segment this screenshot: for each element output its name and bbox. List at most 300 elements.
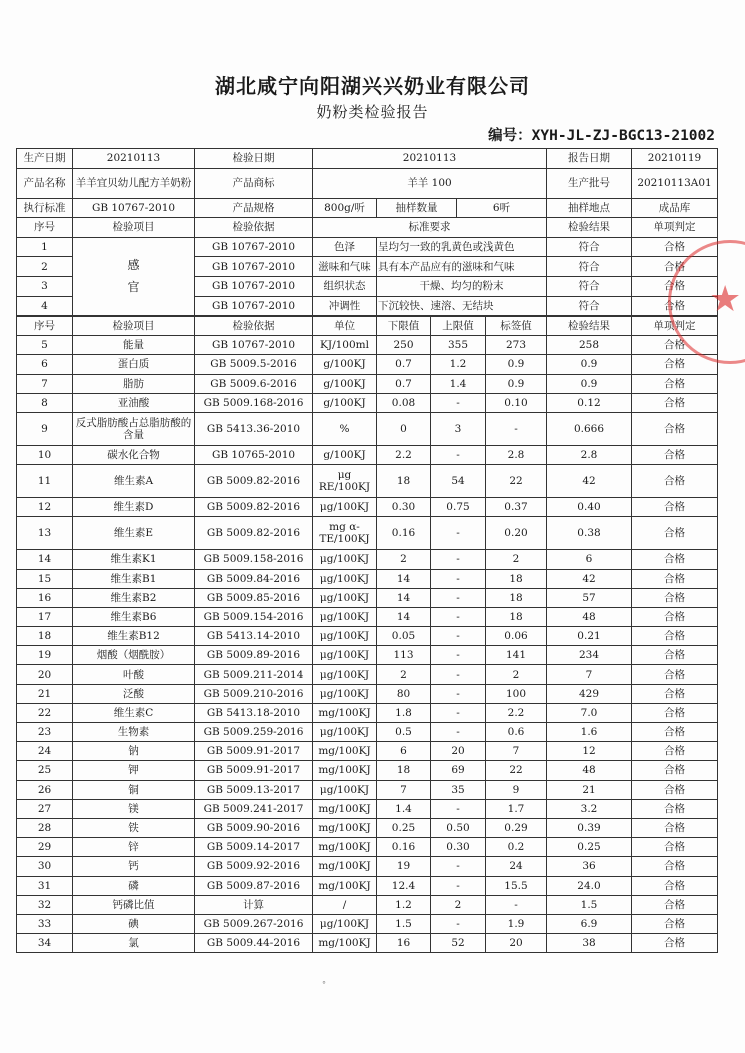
label-value: 0.2 — [486, 838, 547, 857]
test-basis: GB 5009.211-2014 — [195, 665, 313, 684]
label-value: 0.37 — [486, 498, 547, 517]
test-result: 0.40 — [547, 498, 632, 517]
label-value: - — [486, 412, 547, 445]
test-basis: GB 5413.14-2010 — [195, 627, 313, 646]
company-name: 湖北咸宁向阳湖兴兴奶业有限公司 — [215, 74, 530, 98]
upper-limit: - — [431, 857, 486, 876]
test-basis: GB 5009.158-2016 — [195, 550, 313, 569]
table-row — [17, 336, 718, 355]
lower-limit: 1.2 — [377, 895, 431, 914]
label-value: 0.9 — [486, 374, 547, 393]
test-basis: GB 5009.87-2016 — [195, 876, 313, 895]
unit: mg/100KJ — [313, 742, 377, 761]
sensory-row — [17, 237, 718, 257]
item-name: 反式脂肪酸占总脂肪酸的含量 — [73, 412, 195, 445]
test-basis: GB 5009.89-2016 — [195, 646, 313, 665]
row-no: 27 — [17, 799, 73, 818]
judgment: 合格 — [632, 569, 718, 588]
item-name: 钠 — [73, 742, 195, 761]
lower-limit: 0.7 — [377, 355, 431, 374]
product-name-label: 产品名称 — [17, 168, 73, 198]
sensory-requirement-header: 标准要求 — [313, 218, 547, 238]
judgment: 合格 — [632, 857, 718, 876]
judgment: 合格 — [632, 607, 718, 626]
item-name: 镁 — [73, 799, 195, 818]
test-basis: GB 5009.210-2016 — [195, 684, 313, 703]
unit: μg/100KJ — [313, 780, 377, 799]
item-name: 脂肪 — [73, 374, 195, 393]
test-basis: 计算 — [195, 895, 313, 914]
upper-limit: - — [431, 799, 486, 818]
label-value: 2 — [486, 665, 547, 684]
table-row — [17, 393, 718, 412]
lower-limit: 14 — [377, 607, 431, 626]
label-value-header: 标签值 — [486, 317, 547, 336]
upper-limit: - — [431, 550, 486, 569]
item-name: 碘 — [73, 914, 195, 933]
item-name: 蛋白质 — [73, 355, 195, 374]
nutrient-test-table — [16, 316, 718, 953]
table-row — [17, 934, 718, 953]
test-date-value: 20210113 — [313, 149, 547, 169]
sensory-judgment: 合格 — [632, 296, 718, 316]
judgment: 合格 — [632, 355, 718, 374]
lower-limit: 18 — [377, 761, 431, 780]
item-name: 锌 — [73, 838, 195, 857]
result-header: 检验结果 — [547, 317, 632, 336]
judgment: 合格 — [632, 627, 718, 646]
row-no: 9 — [17, 412, 73, 445]
row-no: 8 — [17, 393, 73, 412]
unit: μg RE/100KJ — [313, 465, 377, 498]
upper-limit: - — [431, 876, 486, 895]
label-value: 9 — [486, 780, 547, 799]
batch-label: 生产批号 — [547, 168, 632, 198]
label-value: 15.5 — [486, 876, 547, 895]
lower-limit: 0.5 — [377, 723, 431, 742]
info-row-dates — [17, 149, 718, 169]
sensory-judgment-header: 单项判定 — [632, 218, 718, 238]
test-result: 1.6 — [547, 723, 632, 742]
sensory-requirement: 具有本产品应有的滋味和气味 — [377, 257, 547, 277]
label-value: 20 — [486, 934, 547, 953]
label-value: 0.20 — [486, 517, 547, 550]
judgment: 合格 — [632, 588, 718, 607]
sensory-requirement: 干燥、均匀的粉末 — [377, 276, 547, 296]
row-no: 32 — [17, 895, 73, 914]
item-name: 维生素B6 — [73, 607, 195, 626]
sensory-seq-header: 序号 — [17, 218, 73, 238]
test-basis: GB 5009.91-2017 — [195, 761, 313, 780]
unit: g/100KJ — [313, 393, 377, 412]
row-no: 20 — [17, 665, 73, 684]
unit: mg/100KJ — [313, 761, 377, 780]
upper-limit: - — [431, 569, 486, 588]
lower-limit: 2 — [377, 550, 431, 569]
sample-place-value: 成品库 — [632, 198, 718, 218]
table-row — [17, 646, 718, 665]
lower-limit: 18 — [377, 465, 431, 498]
item-name: 碳水化合物 — [73, 445, 195, 464]
item-name: 维生素B2 — [73, 588, 195, 607]
sensory-group-label: 感官 — [73, 237, 195, 315]
test-result: 42 — [547, 465, 632, 498]
lower-limit: 14 — [377, 588, 431, 607]
sensory-result: 符合 — [547, 276, 632, 296]
judgment: 合格 — [632, 393, 718, 412]
item-name: 钙磷比值 — [73, 895, 195, 914]
row-no: 16 — [17, 588, 73, 607]
label-value: 22 — [486, 761, 547, 780]
unit: mg/100KJ — [313, 934, 377, 953]
test-result: 0.38 — [547, 517, 632, 550]
product-name-value: 羊羊宜贝幼儿配方羊奶粉 — [73, 168, 195, 198]
test-result: 0.666 — [547, 412, 632, 445]
item-name: 维生素B12 — [73, 627, 195, 646]
main-header-row — [17, 317, 718, 336]
item-name: 叶酸 — [73, 665, 195, 684]
row-no: 13 — [17, 517, 73, 550]
test-result: 3.2 — [547, 799, 632, 818]
test-basis: GB 5009.85-2016 — [195, 588, 313, 607]
item-name: 氯 — [73, 934, 195, 953]
lower-limit: 1.8 — [377, 703, 431, 722]
test-result: 48 — [547, 761, 632, 780]
row-no: 15 — [17, 569, 73, 588]
unit: μg/100KJ — [313, 914, 377, 933]
test-basis: GB 5009.82-2016 — [195, 498, 313, 517]
upper-limit: 3 — [431, 412, 486, 445]
lower-limit: 0.30 — [377, 498, 431, 517]
sensory-item-header: 检验项目 — [73, 218, 195, 238]
page-mark: ° — [322, 980, 326, 989]
table-row — [17, 684, 718, 703]
unit: mg/100KJ — [313, 857, 377, 876]
spec-value: 800g/听 — [313, 198, 377, 218]
test-result: 258 — [547, 336, 632, 355]
unit: μg/100KJ — [313, 723, 377, 742]
upper-limit: 1.4 — [431, 374, 486, 393]
unit: mg/100KJ — [313, 799, 377, 818]
test-basis: GB 5413.36-2010 — [195, 412, 313, 445]
sensory-requirement: 呈均匀一致的乳黄色或浅黄色 — [377, 237, 547, 257]
sensory-judgment: 合格 — [632, 257, 718, 277]
upper-limit: - — [431, 914, 486, 933]
judgment-header: 单项判定 — [632, 317, 718, 336]
test-basis: GB 5009.241-2017 — [195, 799, 313, 818]
row-no: 24 — [17, 742, 73, 761]
sensory-attribute: 滋味和气味 — [313, 257, 377, 277]
unit: mg α-TE/100KJ — [313, 517, 377, 550]
upper-limit: 0.30 — [431, 838, 486, 857]
item-name: 烟酸（烟酰胺） — [73, 646, 195, 665]
judgment: 合格 — [632, 723, 718, 742]
unit: μg/100KJ — [313, 665, 377, 684]
unit: KJ/100ml — [313, 336, 377, 355]
sensory-basis: GB 10767-2010 — [195, 237, 313, 257]
judgment: 合格 — [632, 517, 718, 550]
row-no: 29 — [17, 838, 73, 857]
label-value: 7 — [486, 742, 547, 761]
unit: / — [313, 895, 377, 914]
test-basis: GB 5009.91-2017 — [195, 742, 313, 761]
sensory-result-header: 检验结果 — [547, 218, 632, 238]
sensory-header-row — [17, 218, 718, 238]
sensory-judgment: 合格 — [632, 276, 718, 296]
header-info-table — [16, 148, 718, 316]
upper-limit: - — [431, 665, 486, 684]
judgment: 合格 — [632, 895, 718, 914]
row-no: 34 — [17, 934, 73, 953]
unit: μg/100KJ — [313, 498, 377, 517]
report-serial: 编号：XYH-JL-ZJ-BGC13-21002 — [488, 128, 715, 144]
judgment: 合格 — [632, 703, 718, 722]
label-value: 1.7 — [486, 799, 547, 818]
row-no: 30 — [17, 857, 73, 876]
table-row — [17, 742, 718, 761]
upper-limit: - — [431, 393, 486, 412]
unit: μg/100KJ — [313, 588, 377, 607]
item-name: 磷 — [73, 876, 195, 895]
lower-limit: 7 — [377, 780, 431, 799]
test-result: 6 — [547, 550, 632, 569]
lower-limit: 1.4 — [377, 799, 431, 818]
label-value: 100 — [486, 684, 547, 703]
test-basis: GB 5009.6-2016 — [195, 374, 313, 393]
upper-limit: 69 — [431, 761, 486, 780]
row-no: 33 — [17, 914, 73, 933]
unit: μg/100KJ — [313, 607, 377, 626]
test-basis: GB 5009.84-2016 — [195, 569, 313, 588]
sensory-basis: GB 10767-2010 — [195, 276, 313, 296]
upper-header: 上限值 — [431, 317, 486, 336]
table-row — [17, 498, 718, 517]
unit: mg/100KJ — [313, 838, 377, 857]
table-row — [17, 703, 718, 722]
row-no: 17 — [17, 607, 73, 626]
table-row — [17, 550, 718, 569]
lower-limit: 14 — [377, 569, 431, 588]
test-result: 2.8 — [547, 445, 632, 464]
table-row — [17, 465, 718, 498]
upper-limit: 20 — [431, 742, 486, 761]
test-result: 0.25 — [547, 838, 632, 857]
label-value: 0.06 — [486, 627, 547, 646]
table-row — [17, 761, 718, 780]
test-date-label: 检验日期 — [195, 149, 313, 169]
sensory-result: 符合 — [547, 237, 632, 257]
standard-value: GB 10767-2010 — [73, 198, 195, 218]
test-result: 36 — [547, 857, 632, 876]
sensory-no: 3 — [17, 276, 73, 296]
lower-limit: 2.2 — [377, 445, 431, 464]
table-row — [17, 857, 718, 876]
table-row — [17, 355, 718, 374]
sensory-attribute: 色泽 — [313, 237, 377, 257]
test-basis: GB 5009.13-2017 — [195, 780, 313, 799]
row-no: 23 — [17, 723, 73, 742]
unit: μg/100KJ — [313, 569, 377, 588]
judgment: 合格 — [632, 684, 718, 703]
table-row — [17, 569, 718, 588]
test-basis: GB 5009.92-2016 — [195, 857, 313, 876]
label-value: 22 — [486, 465, 547, 498]
test-basis: GB 5009.154-2016 — [195, 607, 313, 626]
label-value: 0.6 — [486, 723, 547, 742]
table-row — [17, 445, 718, 464]
test-result: 0.9 — [547, 374, 632, 393]
judgment: 合格 — [632, 445, 718, 464]
unit: g/100KJ — [313, 355, 377, 374]
judgment: 合格 — [632, 838, 718, 857]
upper-limit: 35 — [431, 780, 486, 799]
item-name: 铁 — [73, 818, 195, 837]
test-result: 38 — [547, 934, 632, 953]
sample-qty-value: 6听 — [457, 198, 547, 218]
seq-header: 序号 — [17, 317, 73, 336]
test-result: 0.39 — [547, 818, 632, 837]
judgment: 合格 — [632, 934, 718, 953]
unit: μg/100KJ — [313, 550, 377, 569]
upper-limit: 54 — [431, 465, 486, 498]
upper-limit: 2 — [431, 895, 486, 914]
judgment: 合格 — [632, 498, 718, 517]
spec-label: 产品规格 — [195, 198, 313, 218]
lower-limit: 2 — [377, 665, 431, 684]
label-value: 2.8 — [486, 445, 547, 464]
item-name: 维生素D — [73, 498, 195, 517]
test-basis: GB 5009.168-2016 — [195, 393, 313, 412]
upper-limit: - — [431, 588, 486, 607]
row-no: 10 — [17, 445, 73, 464]
lower-limit: 113 — [377, 646, 431, 665]
test-result: 234 — [547, 646, 632, 665]
unit: g/100KJ — [313, 374, 377, 393]
table-row — [17, 412, 718, 445]
item-name: 泛酸 — [73, 684, 195, 703]
table-row — [17, 876, 718, 895]
item-name: 亚油酸 — [73, 393, 195, 412]
batch-value: 20210113A01 — [632, 168, 718, 198]
row-no: 14 — [17, 550, 73, 569]
lower-limit: 1.5 — [377, 914, 431, 933]
upper-limit: 0.75 — [431, 498, 486, 517]
test-basis: GB 5009.5-2016 — [195, 355, 313, 374]
row-no: 18 — [17, 627, 73, 646]
item-name: 维生素B1 — [73, 569, 195, 588]
upper-limit: - — [431, 723, 486, 742]
label-value: 141 — [486, 646, 547, 665]
table-row — [17, 374, 718, 393]
item-name: 维生素A — [73, 465, 195, 498]
stamp-star-icon: ★ — [709, 279, 742, 320]
label-value: 1.9 — [486, 914, 547, 933]
report-date-label: 报告日期 — [547, 149, 632, 169]
row-no: 21 — [17, 684, 73, 703]
sensory-no: 1 — [17, 237, 73, 257]
lower-limit: 16 — [377, 934, 431, 953]
test-result: 48 — [547, 607, 632, 626]
row-no: 25 — [17, 761, 73, 780]
test-basis: GB 5009.259-2016 — [195, 723, 313, 742]
row-no: 11 — [17, 465, 73, 498]
unit: mg/100KJ — [313, 703, 377, 722]
test-basis: GB 10767-2010 — [195, 336, 313, 355]
sensory-attribute: 冲调性 — [313, 296, 377, 316]
table-row — [17, 799, 718, 818]
unit: % — [313, 412, 377, 445]
lower-limit: 0.16 — [377, 838, 431, 857]
sensory-attribute: 组织状态 — [313, 276, 377, 296]
upper-limit: - — [431, 607, 486, 626]
judgment: 合格 — [632, 742, 718, 761]
table-row — [17, 838, 718, 857]
sensory-no: 4 — [17, 296, 73, 316]
row-no: 6 — [17, 355, 73, 374]
test-basis: GB 5413.18-2010 — [195, 703, 313, 722]
sample-place-label: 抽样地点 — [547, 198, 632, 218]
brand-label: 产品商标 — [195, 168, 313, 198]
table-row — [17, 895, 718, 914]
sensory-result: 符合 — [547, 296, 632, 316]
judgment: 合格 — [632, 465, 718, 498]
test-result: 24.0 — [547, 876, 632, 895]
item-name: 能量 — [73, 336, 195, 355]
lower-limit: 19 — [377, 857, 431, 876]
judgment: 合格 — [632, 646, 718, 665]
test-result: 0.9 — [547, 355, 632, 374]
label-value: - — [486, 895, 547, 914]
unit: mg/100KJ — [313, 818, 377, 837]
table-row — [17, 588, 718, 607]
row-no: 22 — [17, 703, 73, 722]
label-value: 0.29 — [486, 818, 547, 837]
unit-header: 单位 — [313, 317, 377, 336]
row-no: 31 — [17, 876, 73, 895]
table-row — [17, 780, 718, 799]
report-date-value: 20210119 — [632, 149, 718, 169]
row-no: 12 — [17, 498, 73, 517]
judgment: 合格 — [632, 818, 718, 837]
unit: mg/100KJ — [313, 876, 377, 895]
test-result: 12 — [547, 742, 632, 761]
judgment: 合格 — [632, 780, 718, 799]
standard-label: 执行标准 — [17, 198, 73, 218]
row-no: 19 — [17, 646, 73, 665]
lower-limit: 80 — [377, 684, 431, 703]
label-value: 18 — [486, 569, 547, 588]
prod-date-value: 20210113 — [73, 149, 195, 169]
table-row — [17, 723, 718, 742]
upper-limit: 52 — [431, 934, 486, 953]
item-name: 钾 — [73, 761, 195, 780]
item-name: 铜 — [73, 780, 195, 799]
row-no: 26 — [17, 780, 73, 799]
label-value: 2 — [486, 550, 547, 569]
upper-limit: - — [431, 627, 486, 646]
table-row — [17, 665, 718, 684]
report-title: 奶粉类检验报告 — [316, 103, 429, 121]
lower-limit: 0.7 — [377, 374, 431, 393]
unit: g/100KJ — [313, 445, 377, 464]
info-row-standard — [17, 198, 718, 218]
sensory-requirement: 下沉较快、速溶、无结块 — [377, 296, 547, 316]
upper-limit: 0.50 — [431, 818, 486, 837]
judgment: 合格 — [632, 374, 718, 393]
row-no: 7 — [17, 374, 73, 393]
lower-limit: 0.08 — [377, 393, 431, 412]
sensory-no: 2 — [17, 257, 73, 277]
